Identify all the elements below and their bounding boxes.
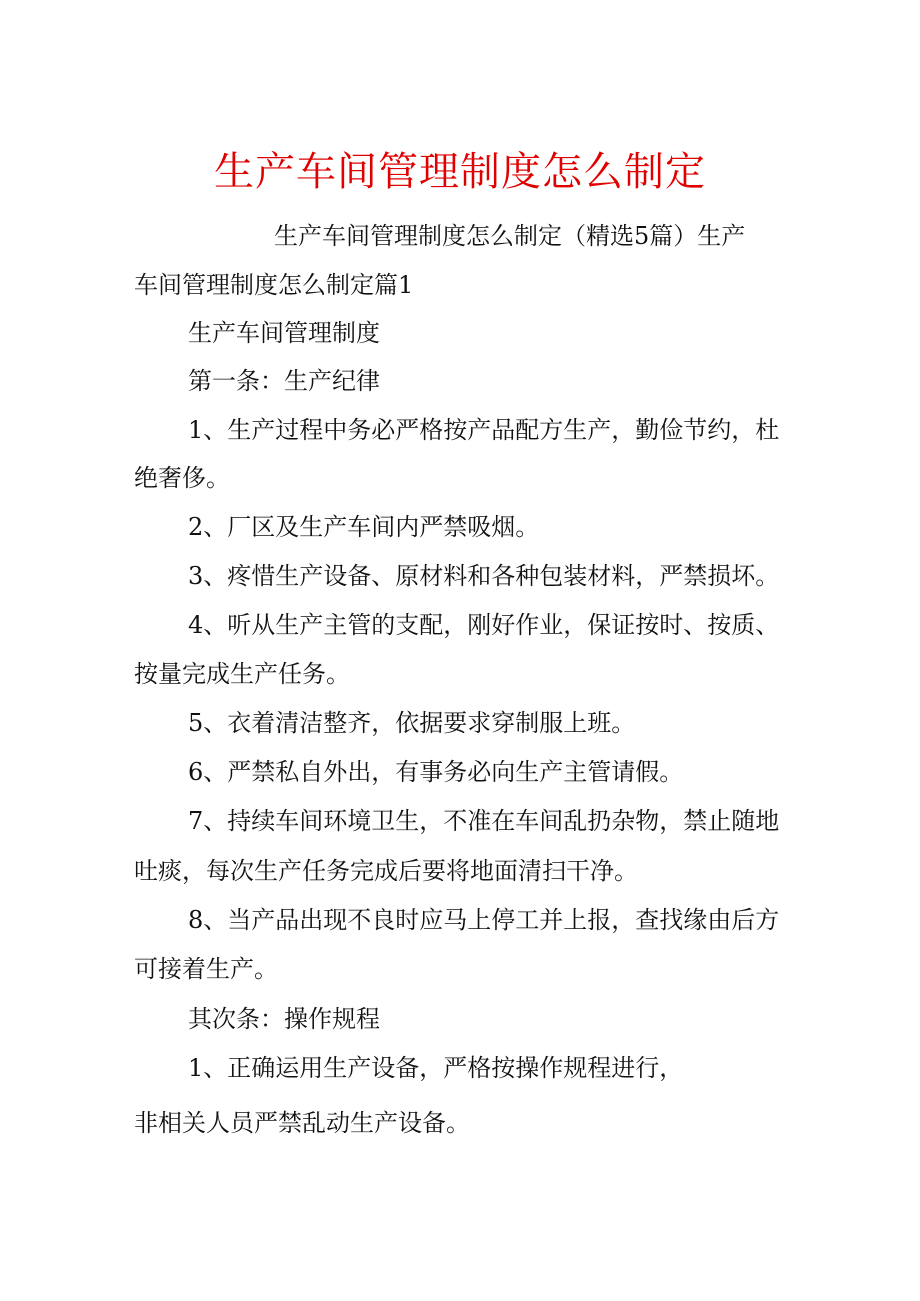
item-1-line-1: 1、生产过程中务必严格按产品配方生产，勤俭节约，杜 bbox=[188, 416, 780, 444]
intro-line-2: 车间管理制度怎么制定篇1 bbox=[134, 271, 414, 299]
item-4-line-1: 4、听从生产主管的支配，刚好作业，保证按时、按质、 bbox=[188, 611, 780, 639]
item-2: 2、厂区及生产车间内严禁吸烟。 bbox=[188, 513, 540, 541]
item-4-line-2: 按量完成生产任务。 bbox=[134, 660, 350, 688]
intro-line-1: 生产车间管理制度怎么制定（精选5篇）生产 bbox=[274, 222, 746, 250]
item-8-line-1: 8、当产品出现不良时应马上停工并上报，查找缘由后方 bbox=[188, 906, 780, 934]
article-1-heading: 第一条：生产纪律 bbox=[188, 367, 380, 395]
item-8-line-2: 可接着生产。 bbox=[134, 955, 278, 983]
item-5: 5、衣着清洁整齐，依据要求穿制服上班。 bbox=[188, 709, 636, 737]
item-7-line-1: 7、持续车间环境卫生，不准在车间乱扔杂物，禁止随地 bbox=[188, 807, 780, 835]
item-7-line-2: 吐痰，每次生产任务完成后要将地面清扫干净。 bbox=[134, 857, 638, 885]
item-1-line-2: 绝奢侈。 bbox=[134, 464, 230, 492]
document-title: 生产车间管理制度怎么制定 bbox=[214, 149, 706, 195]
article-2-item-1-line-2: 非相关人员严禁乱动生产设备。 bbox=[134, 1109, 470, 1137]
item-3: 3、疼惜生产设备、原材料和各种包装材料，严禁损坏。 bbox=[188, 562, 780, 590]
article-2-item-1-line-1: 1、正确运用生产设备，严格按操作规程进行， bbox=[188, 1054, 684, 1082]
item-6: 6、严禁私自外出，有事务必向生产主管请假。 bbox=[188, 758, 684, 786]
article-2-heading: 其次条：操作规程 bbox=[188, 1005, 380, 1033]
section-heading: 生产车间管理制度 bbox=[188, 319, 380, 347]
